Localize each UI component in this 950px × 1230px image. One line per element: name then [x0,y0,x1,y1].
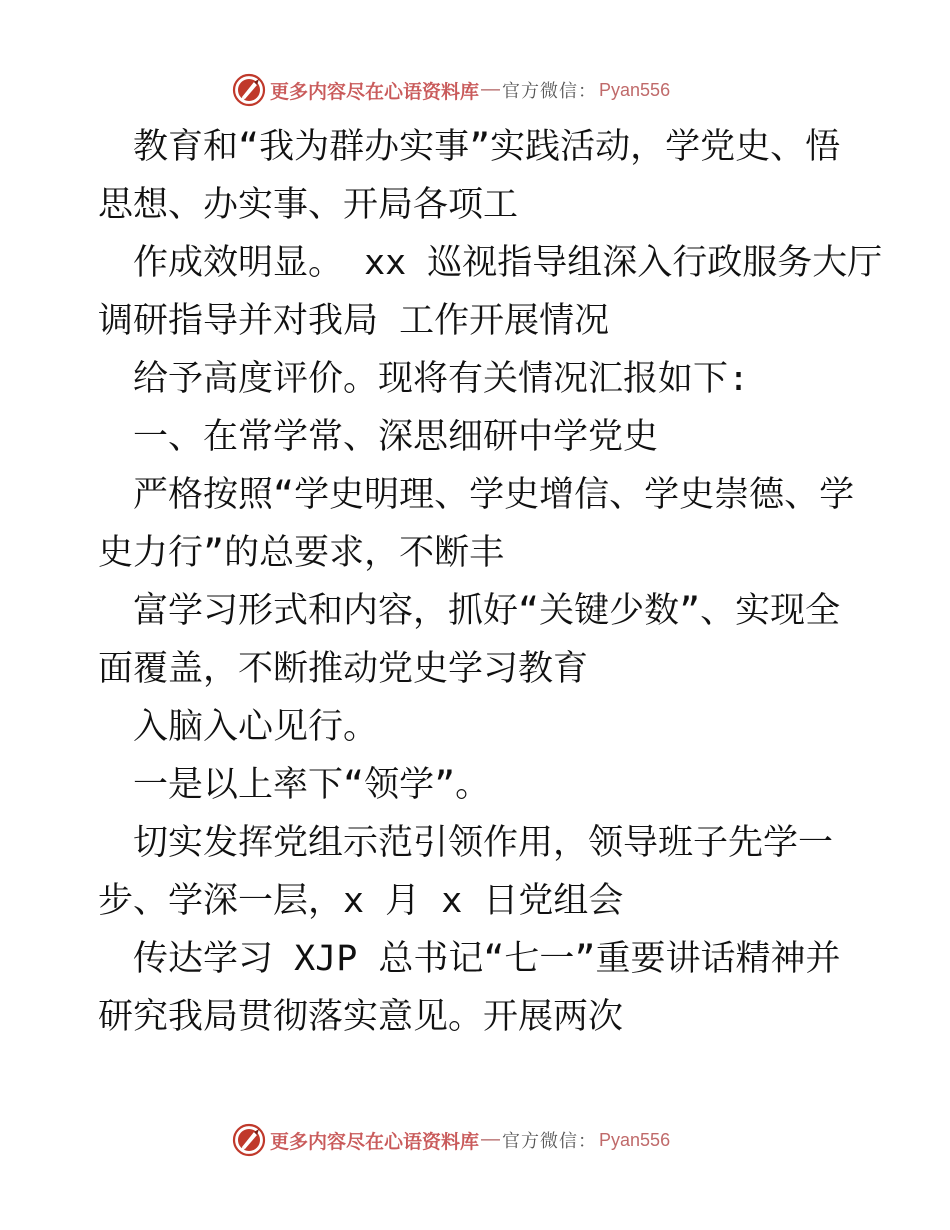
body-line: 入脑入心见行。 [133,707,379,747]
body-line: 面覆盖，不断推动党史学习教育 [98,649,589,689]
body-line: 教育和“我为群办实事”实践活动，学党史、悟 [133,127,841,167]
quill-pen-logo-icon [232,73,266,107]
body-line: 严格按照“学史明理、学史增信、学史崇德、学 [133,475,855,515]
footer-banner [232,1122,712,1158]
body-line: 给予高度评价。现将有关情况汇报如下: [133,359,750,399]
body-line: 史力行”的总要求，不断丰 [98,533,505,573]
banner-wechat-id: Pyan556 [599,1129,671,1150]
body-line: 调研指导并对我局 工作开展情况 [98,301,610,341]
body-line: 传达学习 XJP 总书记“七一”重要讲话精神并 [133,939,841,979]
body-line: 研究我局贯彻落实意见。开展两次 [98,997,624,1037]
banner-dash: — [481,79,501,100]
banner-dash: — [481,1129,501,1150]
banner-library-text: 更多内容尽在心语资料库 [270,80,480,103]
body-line: 切实发挥党组示范引领作用，领导班子先学一 [133,823,834,863]
header-banner [232,72,712,108]
banner-wechat-label: 官方微信： [502,81,598,102]
document-body [98,118,883,1046]
subsection-heading: 一是以上率下“领学”。 [133,765,491,805]
body-line: 富学习形式和内容，抓好“关键少数”、实现全 [133,591,841,631]
banner-library-text: 更多内容尽在心语资料库 [270,1130,480,1153]
body-line: 步、学深一层，x 月 x 日党组会 [98,881,624,921]
banner-wechat-label: 官方微信： [502,1131,598,1152]
body-line: 作成效明显。 xx 巡视指导组深入行政服务大厅 [133,243,883,283]
quill-pen-logo-icon [232,1123,266,1157]
body-line: 思想、办实事、开局各项工 [98,185,519,225]
section-heading: 一、在常学常、深思细研中学党史 [133,417,659,457]
banner-wechat-id: Pyan556 [599,79,671,100]
